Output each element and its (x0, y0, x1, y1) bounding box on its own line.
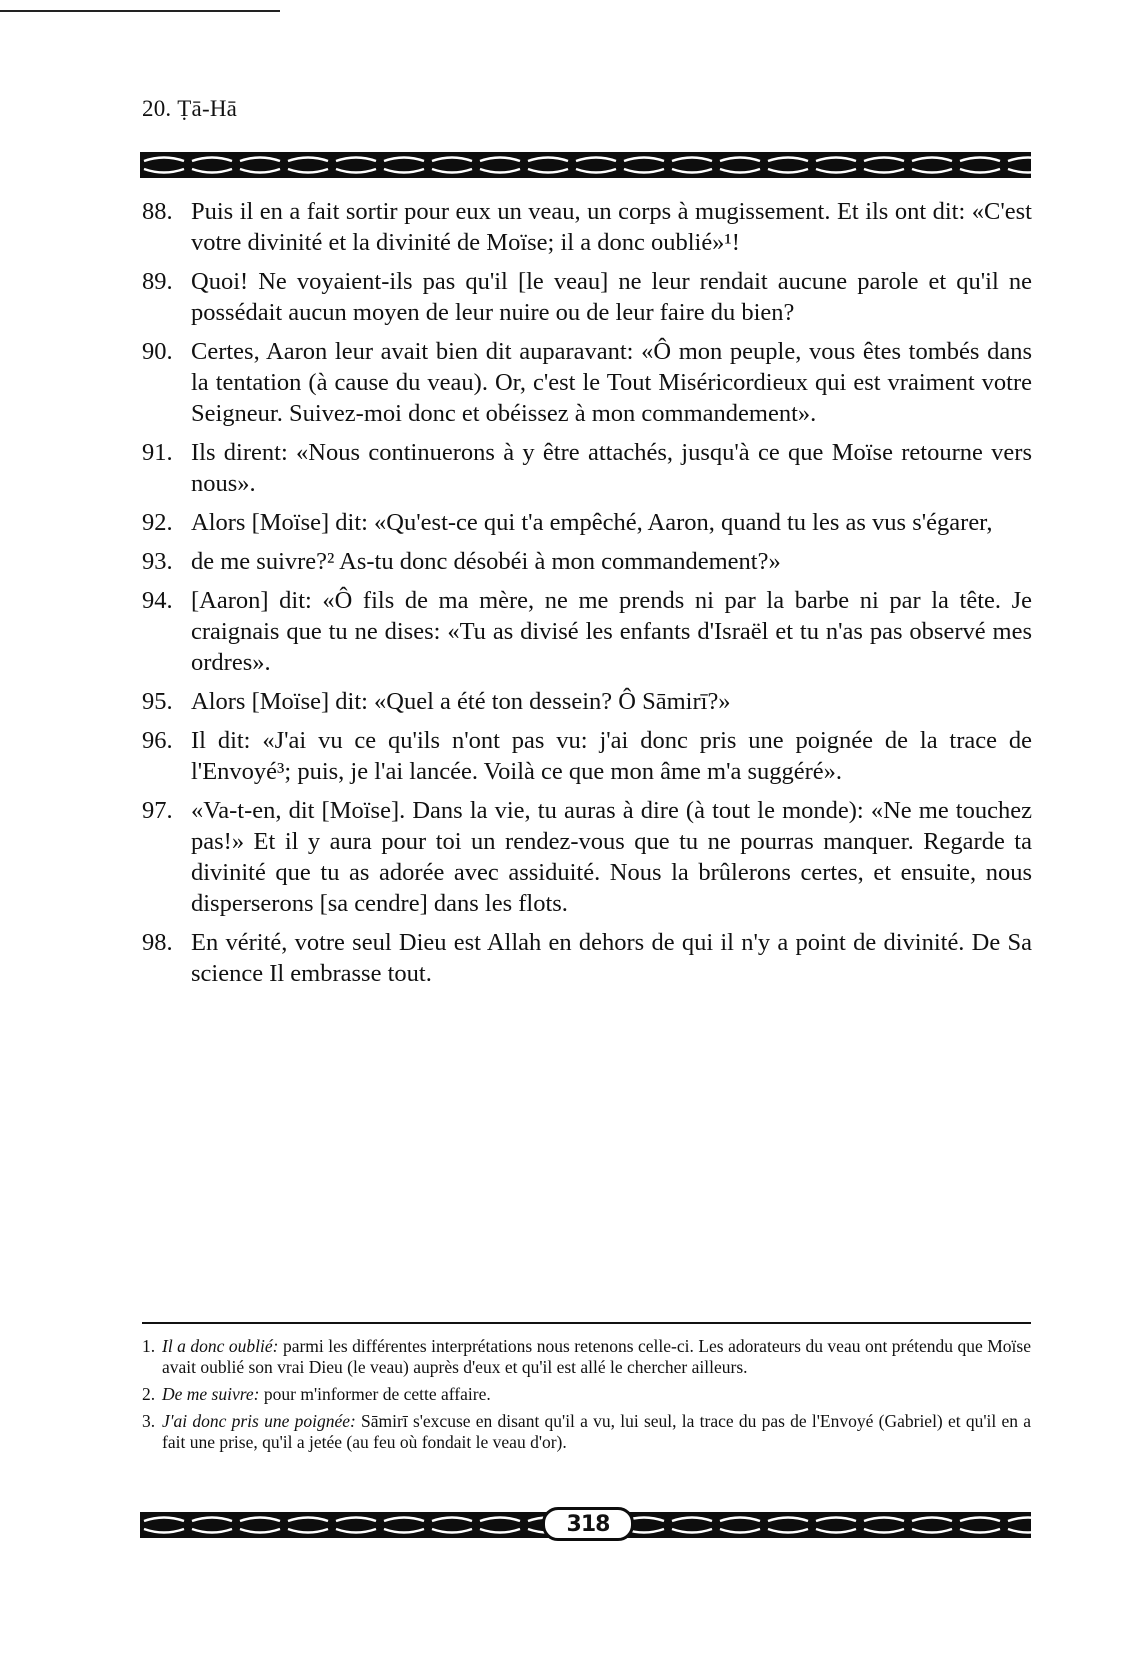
verse-91 (142, 437, 1032, 499)
verse-92 (142, 507, 1032, 538)
verse-number: 96. (142, 727, 173, 754)
verse-text: Alors [Moïse] dit: «Quel a été ton dessein? Ô Sāmirī?» (191, 688, 731, 715)
verse-number: 92. (142, 509, 173, 536)
verse-text: Quoi! Ne voyaient-ils pas qu'il [le veau] ne leur rendait aucune parole et qu'il ne possédait aucun moyen de leur nuire ou de leur faire du bien? (191, 268, 1032, 326)
verse-number: 94. (142, 587, 173, 614)
footnote-lemma: De me suivre: (162, 1384, 260, 1404)
verse-94 (142, 585, 1032, 678)
verse-number: 95. (142, 688, 173, 715)
verse-number: 93. (142, 548, 173, 575)
verse-text: Certes, Aaron leur avait bien dit auparavant: «Ô mon peuple, vous êtes tombés dans la tentation (à cause du veau). Or, c'est le Tout Miséricordieux qui est vraiment votre Seigneur. Suivez-moi donc et obéissez à mon commandement». (191, 338, 1032, 427)
verse-98 (142, 927, 1032, 989)
footnote-text: pour m'informer de cette affaire. (259, 1384, 491, 1404)
footnote-number: 1. (142, 1336, 156, 1356)
verse-text: Alors [Moïse] dit: «Qu'est-ce qui t'a empêché, Aaron, quand tu les as vus s'égarer, (191, 509, 993, 536)
verse-96 (142, 725, 1032, 787)
verse-88 (142, 196, 1032, 258)
verse-text: de me suivre?² As-tu donc désobéi à mon commandement?» (191, 548, 781, 575)
verse-95 (142, 686, 1032, 717)
footnote-number: 3. (142, 1411, 156, 1431)
footnote-lemma: J'ai donc pris une poignée: (162, 1411, 356, 1431)
footnote-lemma: Il a donc oublié: (162, 1336, 279, 1356)
footnote-text: Sāmirī s'excuse en disant qu'il a vu, lui seul, la trace du pas de l'Envoyé (Gabriel) et qu'il en a fait une prise, qu'il a jetée (au feu où fondait le veau d'or). (162, 1411, 1031, 1452)
verse-93 (142, 546, 1032, 577)
footnote-divider (142, 1322, 1031, 1324)
verse-list (142, 196, 1032, 997)
verse-number: 90. (142, 338, 173, 365)
verse-text: «Va-t-en, dit [Moïse]. Dans la vie, tu auras à dire (à tout le monde): «Ne me touchez pas!» Et il y aura pour toi un rendez-vous que tu ne pourras manquer. Regarde ta divinité que tu as adorée avec assiduité. Nous la brûlerons certes, et ensuite, nous disperserons [sa cendre] dans les flots. (191, 797, 1032, 917)
footnote-list (142, 1336, 1031, 1459)
verse-text: Ils dirent: «Nous continuerons à y être attachés, jusqu'à ce que Moïse retourne vers nous». (191, 439, 1032, 497)
verse-text: En vérité, votre seul Dieu est Allah en dehors de qui il n'y a point de divinité. De Sa science Il embrasse tout. (191, 929, 1032, 987)
verse-89 (142, 266, 1032, 328)
verse-number: 97. (142, 797, 173, 824)
running-head: 20. Ṭā-Hā (142, 96, 238, 121)
verse-number: 88. (142, 198, 173, 225)
footnote-text: parmi les différentes interprétations nous retenons celle-ci. Les adorateurs du veau ont prétendu que Moïse avait oublié son vrai Dieu (le veau) auprès d'eux et qu'il est allé le chercher ailleurs. (162, 1336, 1031, 1377)
footnote-number: 2. (142, 1384, 156, 1404)
verse-text: Puis il en a fait sortir pour eux un veau, un corps à mugissement. Et ils ont dit: «C'est votre divinité et la divinité de Moïse; il a donc oublié»¹! (191, 198, 1032, 256)
footnote-2 (142, 1384, 1031, 1405)
verse-text: Il dit: «J'ai vu ce qu'ils n'ont pas vu: j'ai donc pris une poignée de la trace de l'Envoyé³; puis, je l'ai lancée. Voilà ce que mon âme m'a suggéré». (191, 727, 1032, 785)
ornamental-band-top (140, 152, 1031, 178)
top-edge-rule (0, 10, 280, 12)
verse-text: [Aaron] dit: «Ô fils de ma mère, ne me prends ni par la barbe ni par la tête. Je craignais que tu ne dises: «Tu as divisé les enfants d'Israël et tu n'as pas observé mes ordres». (191, 587, 1032, 676)
verse-number: 91. (142, 439, 173, 466)
footnote-1 (142, 1336, 1031, 1378)
page-number: 318 (542, 1507, 634, 1541)
verse-number: 98. (142, 929, 173, 956)
verse-90 (142, 336, 1032, 429)
verse-97 (142, 795, 1032, 919)
footnote-3 (142, 1411, 1031, 1453)
verse-number: 89. (142, 268, 173, 295)
